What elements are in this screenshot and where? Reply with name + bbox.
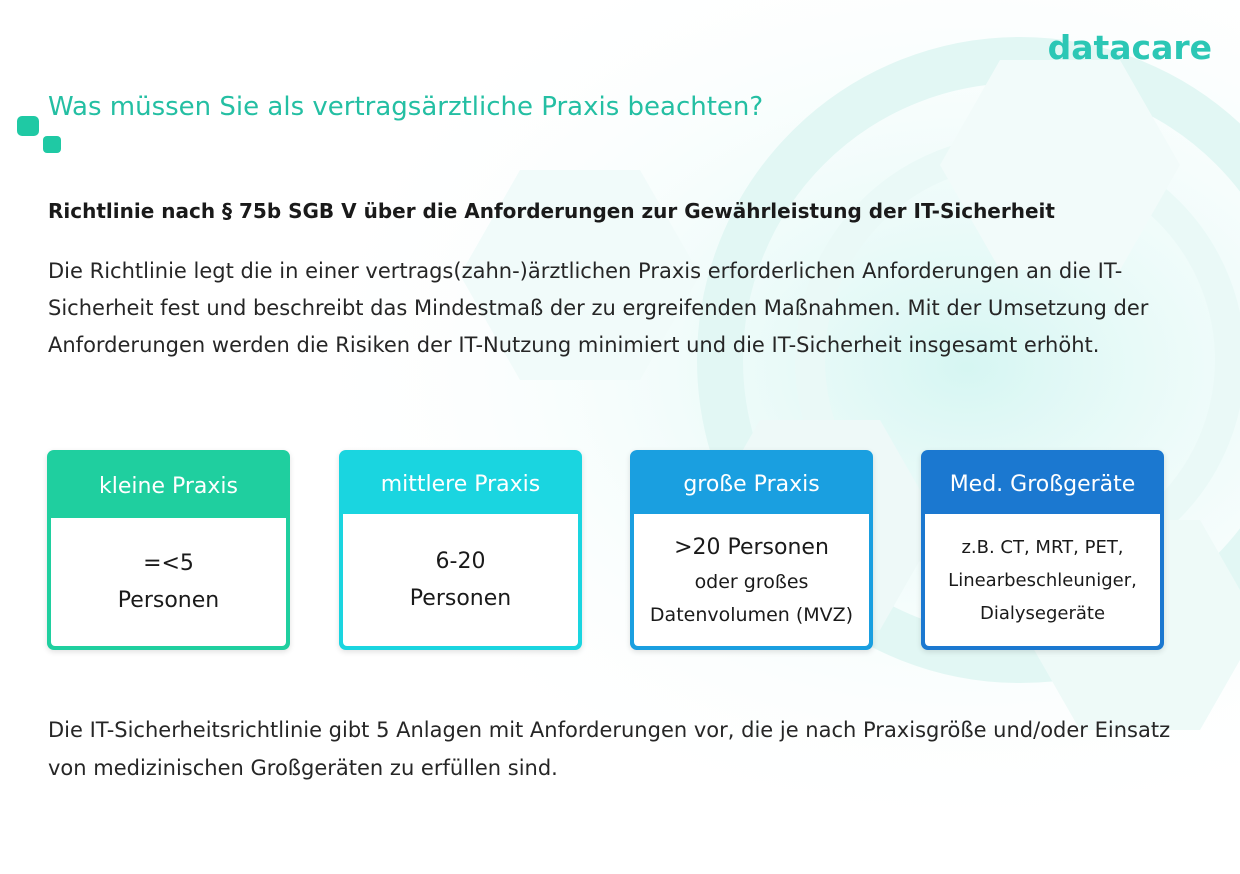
footer-paragraph: Die IT-Sicherheitsrichtlinie gibt 5 Anlagen mit Anforderungen vor, die je nach Praxisgröße und/oder Einsatz von medizinischen Großgeräten zu erfüllen sind. <box>48 718 1171 780</box>
card-line: Personen <box>117 588 220 613</box>
card-line: Dialysegeräte <box>979 602 1106 624</box>
accent-squares <box>17 116 65 156</box>
card-medium-practice <box>339 450 582 650</box>
card-line: Linearbeschleuniger, <box>948 569 1137 591</box>
section-subtitle: Richtlinie nach § 75b SGB V über die Anforderungen zur Gewährleistung der IT-Sicherheit <box>48 199 1055 223</box>
card-medical-devices <box>921 450 1164 650</box>
card-header: kleine Praxis <box>99 473 238 499</box>
accent-square-small <box>43 136 61 153</box>
logo-text: datacare <box>1047 28 1212 67</box>
card-header: mittlere Praxis <box>380 471 541 497</box>
card-body <box>343 514 578 646</box>
card-header: große Praxis <box>683 471 820 497</box>
card-small-practice <box>47 450 290 650</box>
card-header: Med. Großgeräte <box>949 471 1136 497</box>
card-line: Datenvolumen (MVZ) <box>649 603 854 626</box>
card-line: 6-20 <box>435 549 486 574</box>
page-title: Was müssen Sie als vertragsärztliche Praxis beachten? <box>48 92 764 122</box>
card-line: z.B. CT, MRT, PET, <box>961 536 1124 558</box>
accent-square-large <box>17 116 39 136</box>
datacare-logo <box>1048 28 1212 67</box>
card-line: oder großes <box>694 570 809 593</box>
card-line: >20 Personen <box>674 534 829 560</box>
card-body <box>634 514 869 646</box>
card-line: Personen <box>409 586 512 611</box>
intro-paragraph: Die Richtlinie legt die in einer vertrags(zahn-)ärztlichen Praxis erforderlichen Anforderungen an die IT-Sicherheit fest und beschreibt das Mindestmaß der zu ergreifenden Maßnahmen. Mit der Umsetzung der Anforderungen werden die Risiken der IT-Nutzung minimiert und die IT-Sicherheit insgesamt erhöht. <box>48 259 1149 357</box>
card-line: =<5 <box>143 551 194 576</box>
card-body <box>925 514 1160 646</box>
card-body <box>51 518 286 646</box>
card-large-practice <box>630 450 873 650</box>
